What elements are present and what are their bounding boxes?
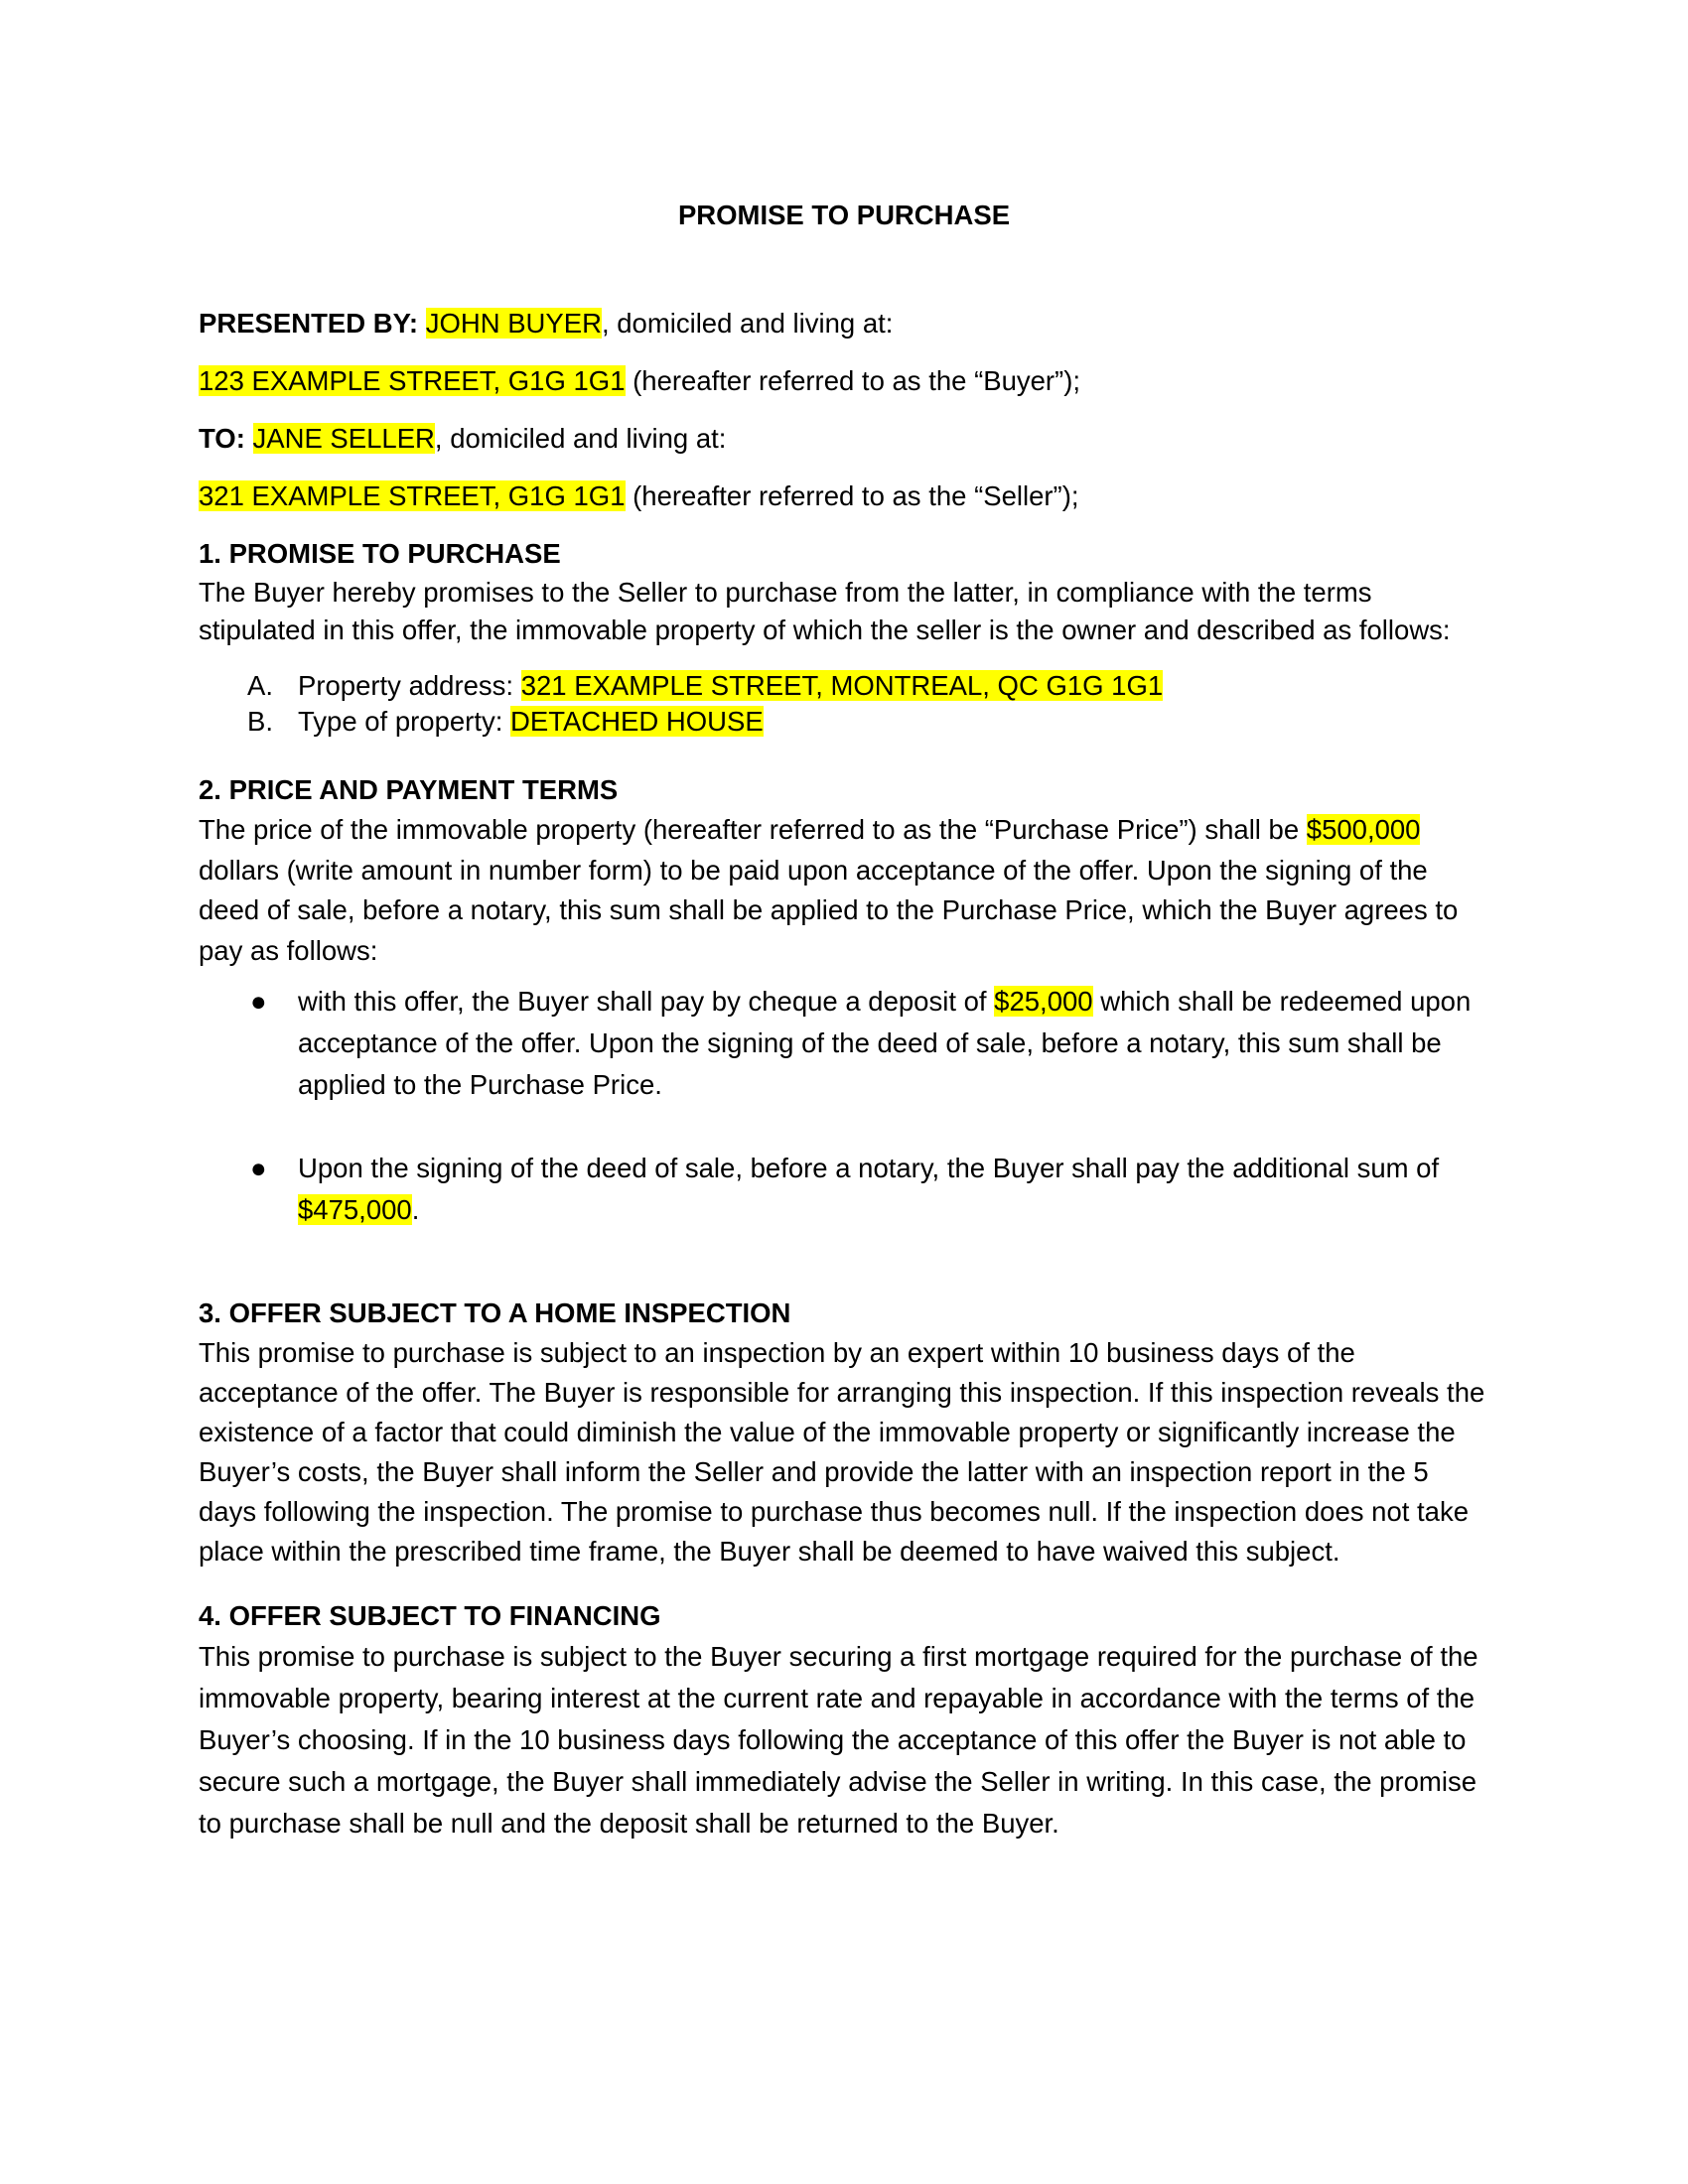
- section-1-heading: 1. PROMISE TO PURCHASE: [199, 538, 561, 569]
- document-body: [199, 195, 1489, 1844]
- section-financing: [199, 1595, 1489, 1844]
- to-label: TO:: [199, 423, 245, 454]
- property-address-value: 321 EXAMPLE STREET, MONTREAL, QC G1G 1G1: [520, 670, 1164, 701]
- section-2-body: [199, 810, 1489, 971]
- deposit-text-before: with this offer, the Buyer shall pay by cheque a deposit of: [298, 986, 995, 1017]
- deposit-payment-item: [199, 981, 1489, 1106]
- section-4-heading: 4. OFFER SUBJECT TO FINANCING: [199, 1600, 661, 1631]
- buyer-name: JOHN BUYER: [425, 308, 602, 339]
- list-marker: B.: [247, 706, 273, 737]
- buyer-address-line: [199, 360, 1489, 401]
- seller-reference-text: (hereafter referred to as the “Seller”);: [625, 480, 1079, 511]
- balance-payment-item: [199, 1148, 1489, 1231]
- to-line: [199, 418, 1489, 459]
- balance-amount: $475,000: [298, 1194, 412, 1225]
- bullet-icon: ●: [250, 1153, 267, 1183]
- section-4-body: This promise to purchase is subject to the Buyer securing a first mortgage required for the purchase of the immovable property, bearing interest at the current rate and repayable in accordance with the terms of the Buyer’s choosing. If in the 10 business days following the acceptance of this offer the Buyer is not able to secure such a mortgage, the Buyer shall immediately advise the Seller in writing. In this case, the promise to purchase shall be null and the deposit shall be returned to the Buyer.: [199, 1641, 1478, 1839]
- section-3-body: This promise to purchase is subject to an inspection by an expert within 10 business days of the acceptance of the offer. The Buyer is responsible for arranging this inspection. If this inspection reveals the existence of a factor that could diminish the value of the immovable property or significantly increase the Buyer’s costs, the Buyer shall inform the Seller and provide the latter with an inspection report in the 5 days following the inspection. The promise to purchase thus becomes null. If the inspection does not take place within the prescribed time frame, the Buyer shall be deemed to have waived this subject.: [199, 1337, 1485, 1567]
- presented-by-line: [199, 303, 1489, 343]
- price-text-after: dollars (write amount in number form) to be paid upon acceptance of the offer. Upon the signing of the deed of sale, before a notary, this sum shall be applied to the Purchase Price, which the Buyer agrees to pay as follows:: [199, 854, 1459, 966]
- balance-text-before: Upon the signing of the deed of sale, before a notary, the Buyer shall pay the additional sum of: [298, 1153, 1440, 1183]
- buyer-address: 123 EXAMPLE STREET, G1G 1G1: [199, 365, 626, 396]
- price-text-before: The price of the immovable property (hereafter referred to as the “Purchase Price”) shall be: [199, 814, 1307, 845]
- deposit-amount: $25,000: [994, 986, 1093, 1017]
- property-type-label: Type of property:: [298, 706, 510, 737]
- deposit-text-after: which shall be redeemed upon acceptance of the offer. Upon the signing of the deed of sale, before a notary, this sum shall be applied to the Purchase Price.: [298, 986, 1472, 1100]
- document-title: PROMISE TO PURCHASE: [677, 200, 1011, 230]
- seller-address-line: [199, 476, 1489, 516]
- presented-by-label: PRESENTED BY:: [199, 308, 419, 339]
- list-marker: A.: [247, 670, 273, 701]
- section-3-heading: 3. OFFER SUBJECT TO A HOME INSPECTION: [199, 1297, 791, 1328]
- section-1-body: The Buyer hereby promises to the Seller to purchase from the latter, in compliance with the terms stipulated in this offer, the immovable property of which the seller is the owner and described as follows:: [199, 577, 1451, 645]
- property-type-value: DETACHED HOUSE: [510, 706, 764, 737]
- property-address-item: [199, 668, 1489, 704]
- property-details-list: [199, 668, 1489, 740]
- section-price-and-payment: [199, 769, 1489, 1231]
- section-promise-to-purchase: [199, 533, 1489, 740]
- seller-address: 321 EXAMPLE STREET, G1G 1G1: [199, 480, 626, 511]
- property-address-label: Property address:: [298, 670, 521, 701]
- seller-name: JANE SELLER: [252, 423, 435, 454]
- section-2-heading: 2. PRICE AND PAYMENT TERMS: [199, 774, 619, 805]
- payment-terms-list: [199, 981, 1489, 1231]
- buyer-reference-text: (hereafter referred to as the “Buyer”);: [625, 365, 1081, 396]
- section-home-inspection: [199, 1293, 1489, 1571]
- balance-text-after: .: [411, 1194, 420, 1225]
- purchase-price: $500,000: [1306, 814, 1421, 845]
- property-type-item: [199, 704, 1489, 740]
- seller-domicile-text: , domiciled and living at:: [434, 423, 727, 454]
- bullet-icon: ●: [250, 986, 267, 1017]
- buyer-domicile-text: , domiciled and living at:: [601, 308, 894, 339]
